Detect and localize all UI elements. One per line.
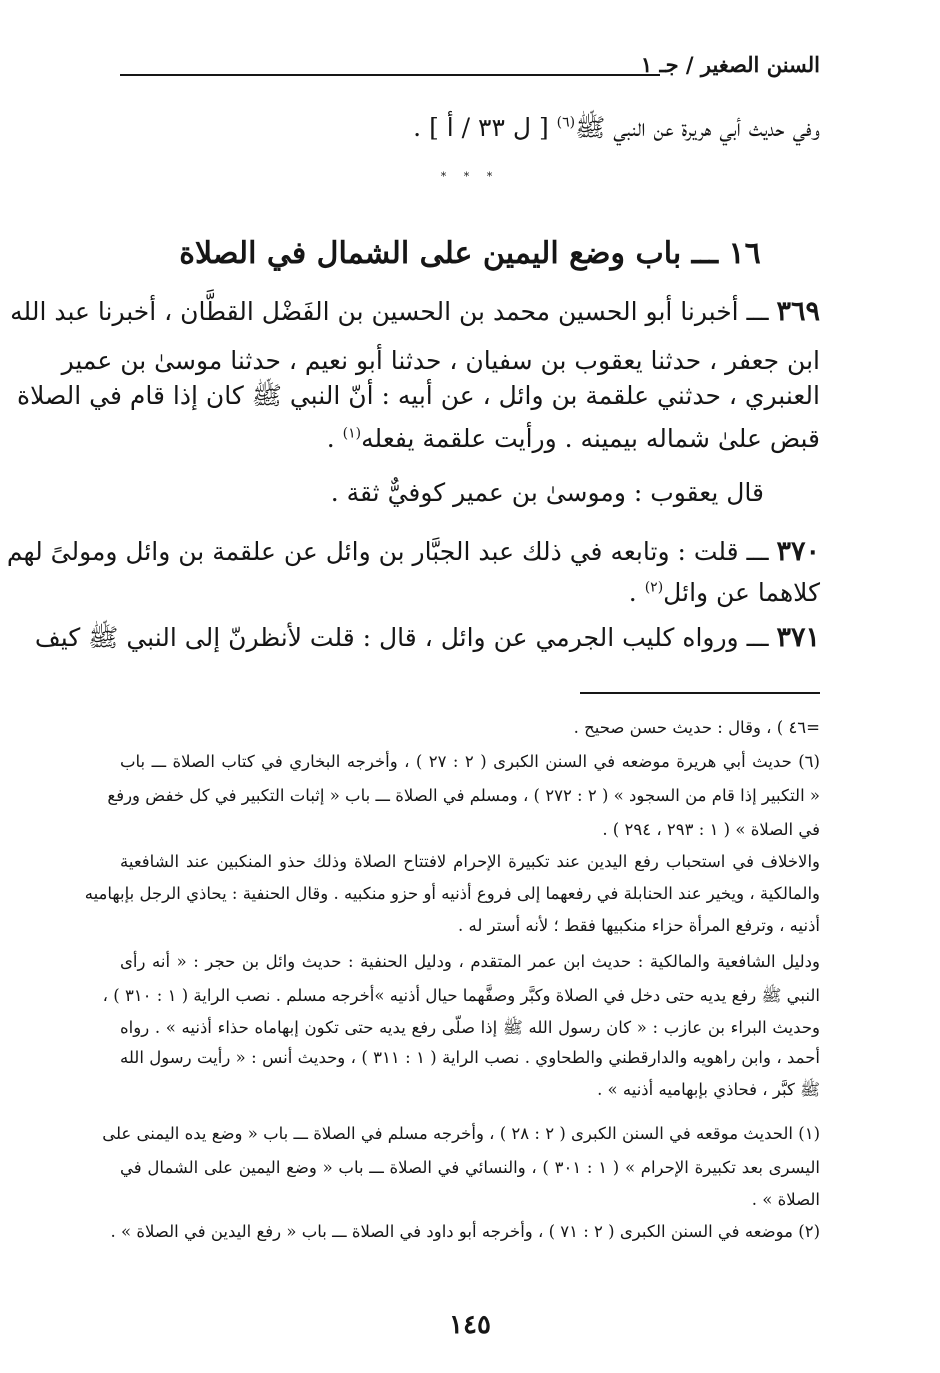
footnote-6-line-3: في الصلاة » ( ١ : ٢٩٣ ، ٢٩٤ ) . — [602, 820, 820, 839]
khilaf-line-1: والاخلاف في استحباب رفع اليدين عند تكبيرة الإحرام لافتتاح الصلاة وذلك حذو المنكبين عند الشافعية — [120, 852, 820, 871]
header-rule — [120, 74, 660, 76]
top-line-tail: [ ل ٣٣ / أ ] . — [413, 113, 557, 142]
footnote-ref-2: (٢) — [644, 579, 664, 596]
dalil-line-2: النبي ﷺ رفع يديه حتى دخل في الصلاة وكبَّر وصفَّهما حيال أذنيه »أخرجه مسلم . نصب الراية ( ١ : ٣١٠ ) ، — [102, 986, 820, 1005]
footnote-continuation: =٤٦ ) ، وقال : حديث حسن صحيح . — [573, 718, 820, 737]
hadith-number-370: ٣٧٠ — [776, 536, 820, 567]
footnote-6-line-2: « التكبير إذا قام من السجود » ( ٢ : ٢٧٢ ) ، ومسلم في الصلاة ـــ باب « إثبات التكبير في كل خفض ورفع — [107, 786, 820, 805]
dalil-line-1: ودليل الشافعية والمالكية : حديث ابن عمر المتقدم ، ودليل الحنفية : حديث وائل بن حجر : « أنه رأى — [120, 952, 820, 971]
footnote-rule — [580, 692, 820, 694]
hadith-371-line-1: ٣٧١ ـــ ورواه كليب الجرمي عن وائل ، قال : قلت لأنظرنّ إلى النبي ﷺ كيف — [34, 622, 820, 653]
hadith-number-371: ٣٧١ — [776, 622, 820, 653]
hadith-369-note: قال يعقوب : وموسىٰ بن عمير كوفيٌّ ثقة . — [330, 478, 764, 507]
dalil-line-3: وحديث البراء بن عازب : « كان رسول الله ﷺ إذا صلّى رفع يديه حتى تكون إبهاماه حذاء أذنيه » . رواه — [120, 1018, 820, 1037]
footnote-6-line-1: (٦) حديث أبي هريرة موضعه في السنن الكبرى ( ٢ : ٢٧ ) ، وأخرجه البخاري في كتاب الصلاة ـــ باب — [120, 752, 820, 771]
footnote-2: (٢) موضعه في السنن الكبرى ( ٢ : ٧١ ) ، وأخرجه أبو داود في الصلاة ـــ باب « رفع اليدين في الصلاة » . — [110, 1222, 820, 1241]
top-line-text: وفي حديث أبي هريرة عن النبي ﷺ — [575, 113, 820, 142]
hadith-number-369: ٣٦٩ — [776, 296, 820, 327]
khilaf-line-2: والمالكية ، ويخير عند الحنابلة في رفعهما إلى فروع أذنيه أو حزو منكبيه . وقال الحنفية : يحاذي الرجل بإبهاميه — [84, 884, 820, 903]
hadith-369-line-3: العنبري ، حدثني علقمة بن وائل ، عن أبيه : أنّ النبي ﷺ كان إذا قام في الصلاة — [16, 381, 820, 410]
hadith-369-line-2: ابن جعفر ، حدثنا يعقوب بن سفيان ، حدثنا أبو نعيم ، حدثنا موسىٰ بن عمير — [61, 346, 820, 375]
page-number: ١٤٥ — [449, 1310, 491, 1340]
hadith-369-line-4: قبض علىٰ شماله بيمينه . ورأيت علقمة يفعله$^{(١)}$ . — [326, 424, 820, 453]
footnote-1-line-2: اليسرى بعد تكبيرة الإحرام » ( ١ : ٣٠١ ) ، والنسائي في الصلاة ـــ باب « وضع اليمين على الشمال في — [120, 1158, 820, 1177]
dalil-line-4: أحمد ، وابن راهويه والدارقطني والطحاوي . نصب الراية ( ١ : ٣١١ ) ، وحديث أنس : « رأيت رسول الله — [120, 1048, 821, 1067]
dalil-line-5: ﷺ كبَّر ، فحاذي بإبهاميه أذنيه » . — [597, 1080, 820, 1099]
footnote-ref-1: (١) — [342, 425, 362, 442]
footnote-1-line-3: الصلاة » . — [751, 1190, 820, 1209]
section-heading: ١٦ ـــ باب وضع اليمين على الشمال في الصلاة — [179, 236, 761, 271]
hadith-369-line-1: ٣٦٩ ـــ أخبرنا أبو الحسين محمد بن الحسين بن الفَضْل القطَّان ، أخبرنا عبد الله — [10, 296, 820, 327]
section-separator: * * * — [440, 170, 500, 183]
footnote-1-line-1: (١) الحديث موقعه في السنن الكبرى ( ٢ : ٢٨ ) ، وأخرجه مسلم في الصلاة ـــ باب « وضع يده اليمنى على — [102, 1124, 820, 1143]
khilaf-line-3: أذنيه ، وترفع المرأة حزاء منكبيها فقط ؛ لأنه أستر له . — [458, 916, 820, 935]
hadith-370-line-1: ٣٧٠ ـــ قلت : وتابعه في ذلك عبد الجبَّار بن وائل عن علقمة بن وائل ومولىً لهم — [6, 536, 820, 567]
top-line — [413, 112, 820, 149]
hadith-370-line-2: كلاهما عن وائل$^{(٢)}$ . — [628, 578, 820, 607]
page-header — [120, 52, 820, 82]
running-title: السنن الصغير / جـ ١ — [640, 52, 820, 77]
footnote-ref-6: (٦) — [556, 114, 576, 131]
